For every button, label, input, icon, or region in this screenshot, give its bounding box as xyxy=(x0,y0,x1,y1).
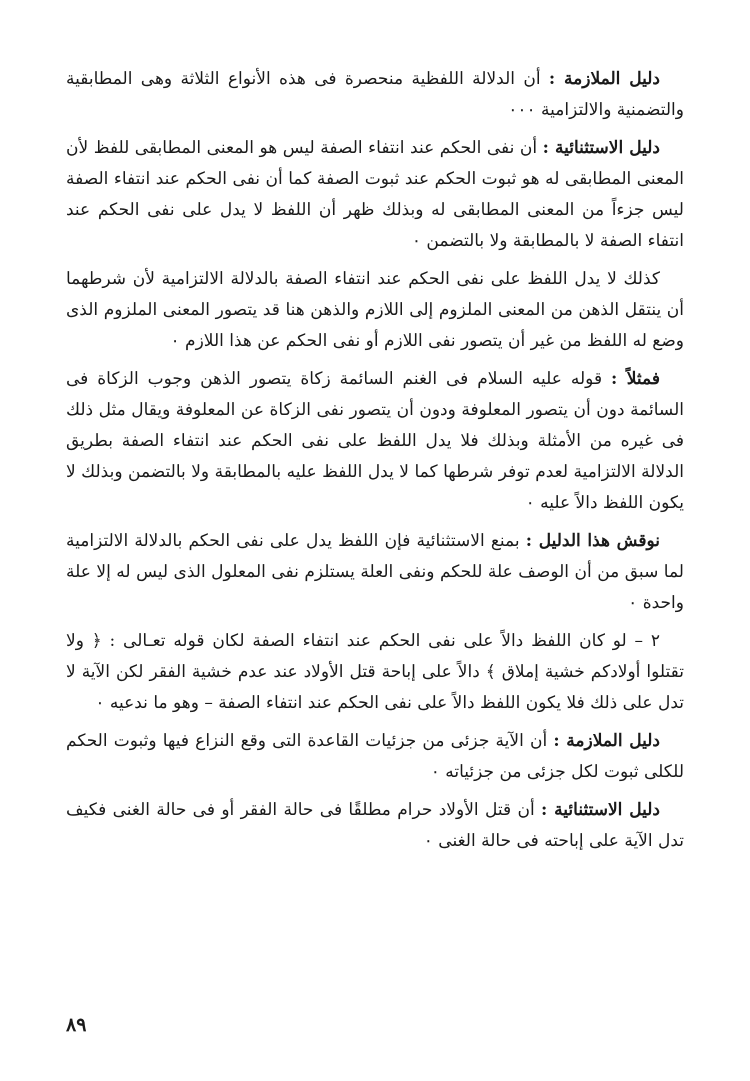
paragraph-8 xyxy=(66,795,684,857)
paragraph-8-heading: دليل الاستثنائية : xyxy=(541,800,661,820)
paragraph-5-heading: نوقش هذا الدليل : xyxy=(525,531,660,551)
paragraph-7-heading: دليل الملازمة : xyxy=(553,731,660,751)
paragraph-2-text: أن نفى الحكم عند انتفاء الصفة ليس هو المعنى المطابقى للفظ لأن المعنى المطابقى له هو ثبوت الحكم عند ثبوت الصفة كما أن نفى الحكم عند انتفاء الصفة ليس جزءاً من المعنى المطابقى له وبذلك ظهر أن اللفظ لا يدل على نفى الحكم عند انتفاء الصفة لا بالمطابقة ولا بالتضمن ٠ xyxy=(66,138,684,251)
paragraph-4-text: قوله عليه السلام فى الغنم السائمة زكاة يتصور الذهن وجوب الزكاة فى السائمة دون أن يتصور المعلوفة ودون أن يتصور نفى الزكاة عن المعلوفة ويقال مثل ذلك فى غيره من الأمثلة وبذلك فلا يدل اللفظ على نفى الحكم عند انتفاء الصفة بطريق الدلالة الالتزامية لعدم توفر شرطها كما لا يدل اللفظ عليه بالمطابقة ولا بالتضمن وبذلك لا يكون اللفظ دالاً عليه ٠ xyxy=(66,369,684,513)
paragraph-5-text: بمنع الاستثنائية فإن اللفظ يدل على نفى الحكم بالدلالة الالتزامية لما سبق من أن الوصف علة للحكم ونفى العلة يستلزم نفى المعلول الذى ليس له إلا علة واحدة ٠ xyxy=(66,531,684,613)
paragraph-7 xyxy=(66,726,684,788)
paragraph-6 xyxy=(66,626,684,719)
paragraph-6-text: ٢ – لو كان اللفظ دالاً على نفى الحكم عند انتفاء الصفة لكان قوله تعـالى : ﴿ ولا تقتلوا أولادكم خشية إملاق ﴾ دالاً على إباحة قتل الأولاد عند عدم خشية الفقر لكن الآية لا تدل على ذلك فلا يكون اللفظ دالاً على نفى الحكم عند انتفاء الصفة – وهو ما ندعيه ٠ xyxy=(66,631,684,713)
paragraph-7-text: أن الآية جزئى من جزئيات القاعدة التى وقع النزاع فيها وثبوت الحكم للكلى ثبوت لكل جزئى من جزئياته ٠ xyxy=(66,731,684,782)
paragraph-3 xyxy=(66,264,684,357)
paragraph-4 xyxy=(66,364,684,519)
paragraph-1-text: أن الدلالة اللفظية منحصرة فى هذه الأنواع الثلاثة وهى المطابقية والتضمنية والالتزامية ٠٠٠ xyxy=(66,69,684,120)
paragraph-2 xyxy=(66,133,684,257)
paragraph-3-text: كذلك لا يدل اللفظ على نفى الحكم عند انتفاء الصفة بالدلالة الالتزامية لأن شرطهما أن ينتقل الذهن من المعنى الملزوم إلى اللازم والذهن هنا قد يتصور المعنى الملزوم الذى وضع له اللفظ من غير أن يتصور نفى اللازم أو نفى الحكم عن هذا اللازم ٠ xyxy=(66,269,684,351)
page-number: ٨٩ xyxy=(66,1014,87,1036)
paragraph-1 xyxy=(66,64,684,126)
paragraph-1-heading: دليل الملازمة : xyxy=(548,69,660,89)
paragraph-8-text: أن قتل الأولاد حرام مطلقًا فى حالة الفقر أو فى حالة الغنى فكيف تدل الآية على إباحته فى حالة الغنى ٠ xyxy=(66,800,684,851)
paragraph-4-heading: فمثلاً : xyxy=(611,369,661,389)
paragraph-2-heading: دليل الاستثنائية : xyxy=(542,138,660,158)
paragraph-5 xyxy=(66,526,684,619)
